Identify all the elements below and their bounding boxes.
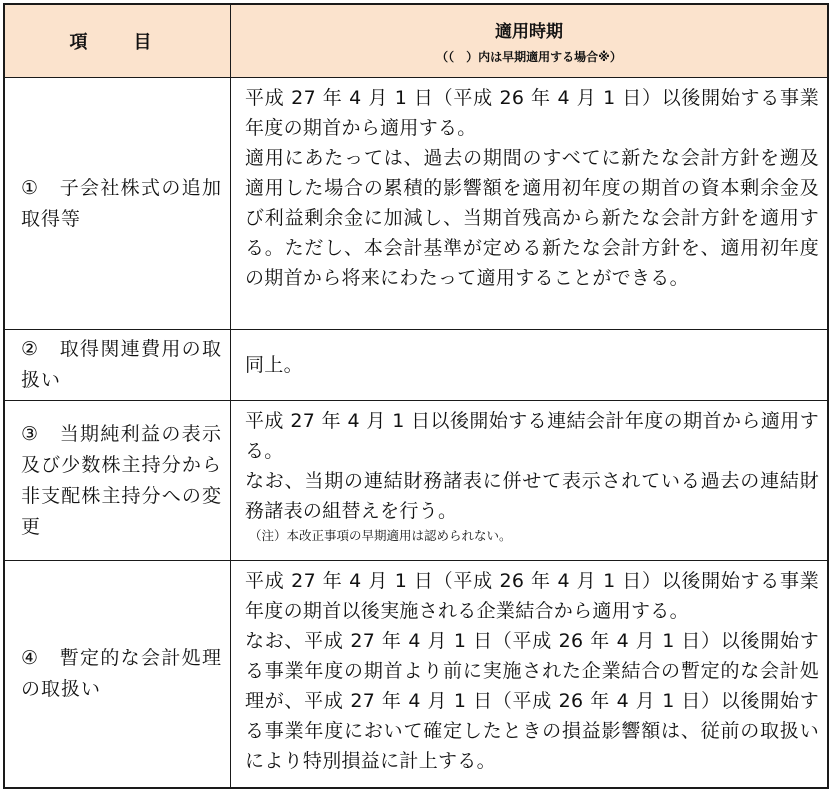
- timing-cell: [231, 330, 827, 400]
- item-cell: [5, 330, 231, 400]
- timing-footnote: （注）本改正事項の早期適用は認められない。: [249, 528, 512, 543]
- timing-paragraph: 平成 27 年 4 月 1 日以後開始する連結会計年度の期首から適用する。: [245, 410, 819, 462]
- timing-paragraph: 同上。: [245, 354, 303, 376]
- item-cell: [5, 401, 231, 560]
- application-timing-table: [3, 3, 829, 789]
- table-row: [5, 401, 827, 561]
- table-row: [5, 561, 827, 787]
- timing-cell: [231, 78, 827, 329]
- date-column-note: （（ ）内は早期適用する場合※）: [436, 50, 622, 64]
- timing-paragraph: 平成 27 年 4 月 1 日（平成 26 年 4 月 1 日）以後開始する事業年度の期首から適用する。: [245, 87, 819, 139]
- timing-cell: [231, 561, 827, 787]
- timing-paragraph: なお、当期の連結財務諸表に併せて表示されている過去の連結財務諸表の組替えを行う。: [245, 470, 819, 522]
- date-column-title: 適用時期: [495, 22, 563, 42]
- item-label: ③ 当期純利益の表示及び少数株主持分から非支配株主持分への変更: [21, 422, 222, 538]
- timing-cell: [231, 401, 827, 560]
- item-column-header: 項 目: [5, 5, 231, 77]
- item-cell: [5, 78, 231, 329]
- timing-paragraph: 平成 27 年 4 月 1 日（平成 26 年 4 月 1 日）以後開始する事業年度の期首以後実施される企業結合から適用する。: [245, 570, 819, 622]
- item-label: ② 取得関連費用の取扱い: [21, 338, 222, 391]
- table-row: [5, 78, 827, 330]
- item-cell: [5, 561, 231, 787]
- item-label: ④ 暫定的な会計処理の取扱い: [21, 647, 222, 700]
- timing-paragraph: なお、平成 27 年 4 月 1 日（平成 26 年 4 月 1 日）以後開始する事業年度の期首より前に実施された企業結合の暫定的な会計処理が、平成 27 年 4 月 1 日（平成 26 年 4 月 1 日）以後開始する事業年度において確定したときの損益影響額は、従前の取扱いにより特別損益に計上する。: [245, 630, 819, 772]
- table-row: [5, 330, 827, 401]
- timing-paragraph: 適用にあたっては、過去の期間のすべてに新たな会計方針を遡及適用した場合の累積的影響額を適用初年度の期首の資本剰余金及び利益剰余金に加減し、当期首残高から新たな会計方針を適用する。ただし、本会計基準が定める新たな会計方針を、適用初年度の期首から将来にわたって適用することができる。: [245, 147, 819, 289]
- table-header-row: [5, 5, 827, 78]
- date-column-header: [231, 5, 827, 77]
- item-label: ① 子会社株式の追加取得等: [21, 176, 222, 230]
